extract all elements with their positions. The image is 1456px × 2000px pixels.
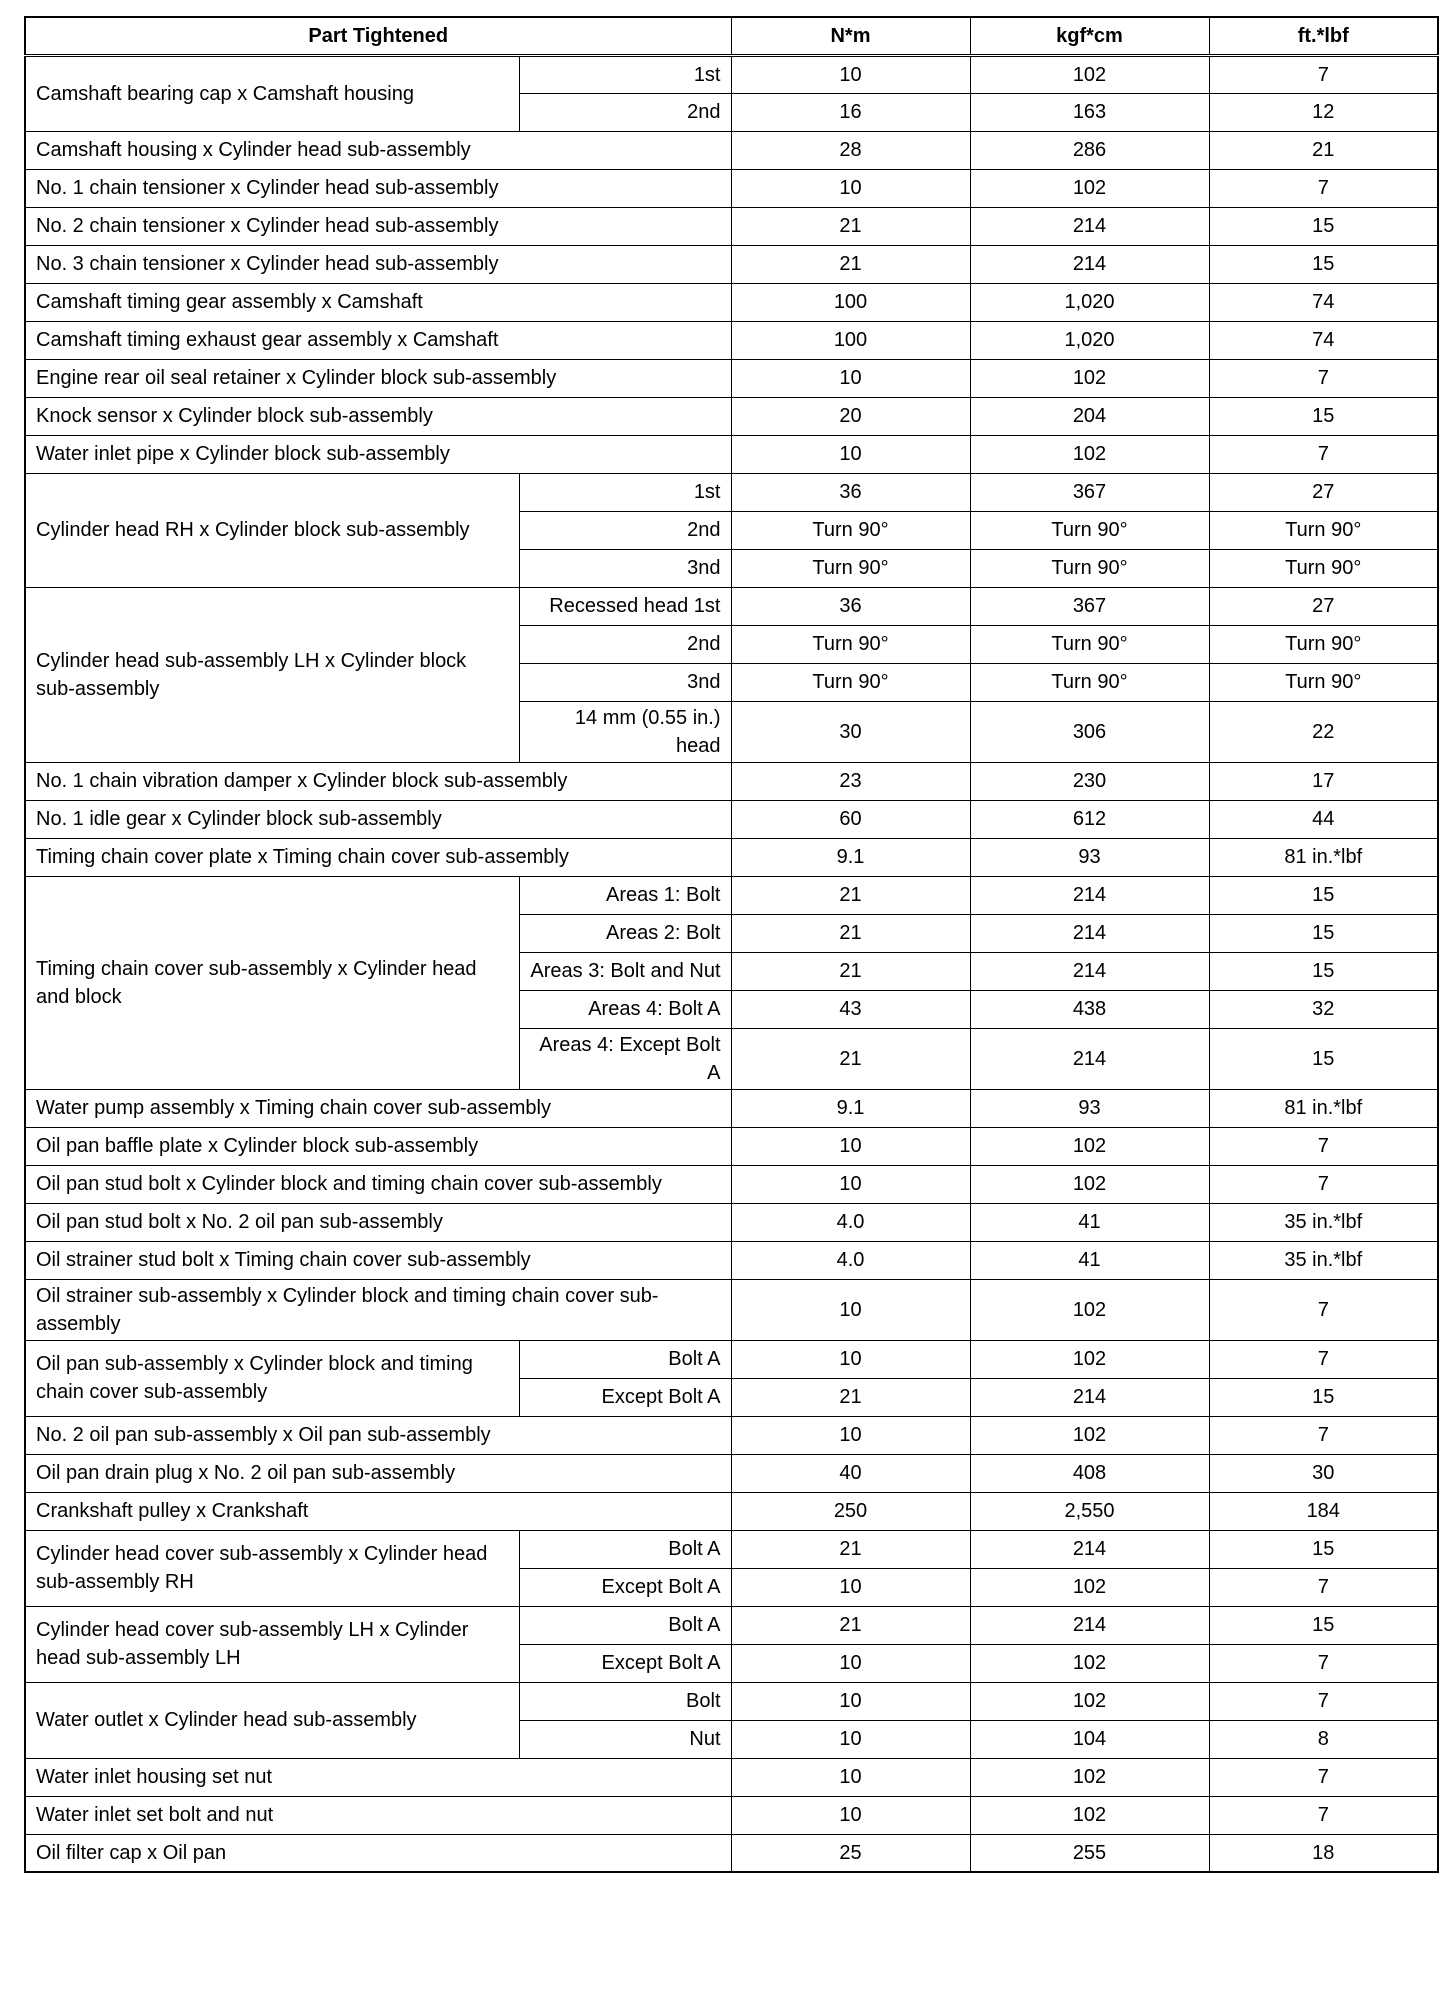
- ftlbf-value-cell: 81 in.*lbf: [1209, 838, 1438, 876]
- kgfcm-value-cell: 214: [970, 1530, 1209, 1568]
- nm-value-cell: Turn 90°: [731, 549, 970, 587]
- nm-value-cell: Turn 90°: [731, 511, 970, 549]
- ftlbf-value-cell: 18: [1209, 1834, 1438, 1872]
- step-cell: Recessed head 1st: [519, 587, 731, 625]
- ftlbf-value-cell: 8: [1209, 1720, 1438, 1758]
- nm-value-cell: 16: [731, 93, 970, 131]
- part-name-cell: No. 2 chain tensioner x Cylinder head sub-assembly: [25, 207, 731, 245]
- ftlbf-value-cell: 15: [1209, 1606, 1438, 1644]
- ftlbf-value-cell: 15: [1209, 245, 1438, 283]
- part-name-cell: Knock sensor x Cylinder block sub-assembly: [25, 397, 731, 435]
- table-row: [25, 1203, 1438, 1241]
- ftlbf-value-cell: 7: [1209, 1340, 1438, 1378]
- kgfcm-value-cell: 367: [970, 473, 1209, 511]
- ftlbf-value-cell: 7: [1209, 1758, 1438, 1796]
- nm-value-cell: 21: [731, 1378, 970, 1416]
- kgfcm-value-cell: 102: [970, 1165, 1209, 1203]
- table-row: [25, 359, 1438, 397]
- ftlbf-value-cell: 7: [1209, 435, 1438, 473]
- ftlbf-value-cell: 32: [1209, 990, 1438, 1028]
- part-name-cell: Cylinder head cover sub-assembly LH x Cylinder head sub-assembly LH: [25, 1606, 519, 1682]
- table-row: [25, 169, 1438, 207]
- part-name-cell: Oil pan drain plug x No. 2 oil pan sub-assembly: [25, 1454, 731, 1492]
- part-name-cell: Water outlet x Cylinder head sub-assembly: [25, 1682, 519, 1758]
- header-nm: N*m: [731, 17, 970, 55]
- kgfcm-value-cell: 102: [970, 1340, 1209, 1378]
- table-row: [25, 1758, 1438, 1796]
- part-name-cell: Crankshaft pulley x Crankshaft: [25, 1492, 731, 1530]
- nm-value-cell: 10: [731, 1720, 970, 1758]
- nm-value-cell: 28: [731, 131, 970, 169]
- kgfcm-value-cell: 163: [970, 93, 1209, 131]
- table-body: [25, 55, 1438, 1872]
- table-row: [25, 1165, 1438, 1203]
- nm-value-cell: 10: [731, 359, 970, 397]
- part-name-cell: Camshaft timing exhaust gear assembly x Camshaft: [25, 321, 731, 359]
- ftlbf-value-cell: 7: [1209, 1279, 1438, 1340]
- step-cell: Bolt A: [519, 1530, 731, 1568]
- step-cell: Bolt: [519, 1682, 731, 1720]
- ftlbf-value-cell: 15: [1209, 914, 1438, 952]
- kgfcm-value-cell: 102: [970, 1682, 1209, 1720]
- kgfcm-value-cell: 102: [970, 1416, 1209, 1454]
- kgfcm-value-cell: Turn 90°: [970, 511, 1209, 549]
- step-cell: Areas 1: Bolt: [519, 876, 731, 914]
- nm-value-cell: 10: [731, 1758, 970, 1796]
- step-cell: Areas 4: Bolt A: [519, 990, 731, 1028]
- step-cell: Bolt A: [519, 1606, 731, 1644]
- kgfcm-value-cell: 255: [970, 1834, 1209, 1872]
- nm-value-cell: 30: [731, 701, 970, 762]
- nm-value-cell: 10: [731, 1568, 970, 1606]
- nm-value-cell: 21: [731, 1530, 970, 1568]
- nm-value-cell: 10: [731, 169, 970, 207]
- step-cell: Bolt A: [519, 1340, 731, 1378]
- step-cell: 2nd: [519, 625, 731, 663]
- ftlbf-value-cell: 15: [1209, 876, 1438, 914]
- nm-value-cell: 40: [731, 1454, 970, 1492]
- ftlbf-value-cell: 81 in.*lbf: [1209, 1089, 1438, 1127]
- nm-value-cell: 10: [731, 1796, 970, 1834]
- ftlbf-value-cell: Turn 90°: [1209, 625, 1438, 663]
- kgfcm-value-cell: 104: [970, 1720, 1209, 1758]
- nm-value-cell: Turn 90°: [731, 663, 970, 701]
- kgfcm-value-cell: 214: [970, 207, 1209, 245]
- nm-value-cell: 10: [731, 1165, 970, 1203]
- kgfcm-value-cell: 230: [970, 762, 1209, 800]
- ftlbf-value-cell: 27: [1209, 473, 1438, 511]
- ftlbf-value-cell: 35 in.*lbf: [1209, 1203, 1438, 1241]
- ftlbf-value-cell: Turn 90°: [1209, 663, 1438, 701]
- step-cell: 14 mm (0.55 in.) head: [519, 701, 731, 762]
- part-name-cell: Engine rear oil seal retainer x Cylinder block sub-assembly: [25, 359, 731, 397]
- nm-value-cell: 43: [731, 990, 970, 1028]
- ftlbf-value-cell: 7: [1209, 1568, 1438, 1606]
- nm-value-cell: 10: [731, 55, 970, 93]
- header-kgfcm: kgf*cm: [970, 17, 1209, 55]
- kgfcm-value-cell: Turn 90°: [970, 663, 1209, 701]
- step-cell: Areas 3: Bolt and Nut: [519, 952, 731, 990]
- table-row: [25, 1279, 1438, 1340]
- kgfcm-value-cell: 102: [970, 359, 1209, 397]
- step-cell: 1st: [519, 473, 731, 511]
- table-row: [25, 1127, 1438, 1165]
- nm-value-cell: 21: [731, 207, 970, 245]
- nm-value-cell: 9.1: [731, 1089, 970, 1127]
- part-name-cell: Water inlet pipe x Cylinder block sub-assembly: [25, 435, 731, 473]
- ftlbf-value-cell: 7: [1209, 1127, 1438, 1165]
- ftlbf-value-cell: 30: [1209, 1454, 1438, 1492]
- nm-value-cell: 9.1: [731, 838, 970, 876]
- kgfcm-value-cell: 214: [970, 1378, 1209, 1416]
- nm-value-cell: 10: [731, 1340, 970, 1378]
- step-cell: Except Bolt A: [519, 1378, 731, 1416]
- step-cell: 3nd: [519, 663, 731, 701]
- table-row: [25, 587, 1438, 625]
- nm-value-cell: 25: [731, 1834, 970, 1872]
- nm-value-cell: 10: [731, 435, 970, 473]
- nm-value-cell: 100: [731, 283, 970, 321]
- ftlbf-value-cell: Turn 90°: [1209, 549, 1438, 587]
- table-row: [25, 1340, 1438, 1378]
- table-row: [25, 876, 1438, 914]
- kgfcm-value-cell: 286: [970, 131, 1209, 169]
- kgfcm-value-cell: 612: [970, 800, 1209, 838]
- kgfcm-value-cell: 102: [970, 435, 1209, 473]
- nm-value-cell: Turn 90°: [731, 625, 970, 663]
- nm-value-cell: 10: [731, 1127, 970, 1165]
- part-name-cell: Camshaft timing gear assembly x Camshaft: [25, 283, 731, 321]
- kgfcm-value-cell: 102: [970, 1568, 1209, 1606]
- nm-value-cell: 60: [731, 800, 970, 838]
- ftlbf-value-cell: 7: [1209, 359, 1438, 397]
- nm-value-cell: 21: [731, 952, 970, 990]
- nm-value-cell: 10: [731, 1644, 970, 1682]
- ftlbf-value-cell: Turn 90°: [1209, 511, 1438, 549]
- part-name-cell: Cylinder head RH x Cylinder block sub-assembly: [25, 473, 519, 587]
- nm-value-cell: 10: [731, 1416, 970, 1454]
- table-row: [25, 1241, 1438, 1279]
- part-name-cell: No. 1 chain vibration damper x Cylinder block sub-assembly: [25, 762, 731, 800]
- ftlbf-value-cell: 7: [1209, 169, 1438, 207]
- part-name-cell: No. 1 idle gear x Cylinder block sub-assembly: [25, 800, 731, 838]
- table-row: [25, 55, 1438, 93]
- kgfcm-value-cell: 41: [970, 1241, 1209, 1279]
- part-name-cell: Oil strainer sub-assembly x Cylinder block and timing chain cover sub-assembly: [25, 1279, 731, 1340]
- table-row: [25, 800, 1438, 838]
- table-row: [25, 1530, 1438, 1568]
- ftlbf-value-cell: 7: [1209, 55, 1438, 93]
- ftlbf-value-cell: 7: [1209, 1165, 1438, 1203]
- ftlbf-value-cell: 15: [1209, 397, 1438, 435]
- kgfcm-value-cell: 214: [970, 1028, 1209, 1089]
- ftlbf-value-cell: 17: [1209, 762, 1438, 800]
- nm-value-cell: 10: [731, 1682, 970, 1720]
- kgfcm-value-cell: 408: [970, 1454, 1209, 1492]
- ftlbf-value-cell: 15: [1209, 207, 1438, 245]
- part-name-cell: Camshaft bearing cap x Camshaft housing: [25, 55, 519, 131]
- ftlbf-value-cell: 74: [1209, 283, 1438, 321]
- ftlbf-value-cell: 15: [1209, 1530, 1438, 1568]
- ftlbf-value-cell: 35 in.*lbf: [1209, 1241, 1438, 1279]
- part-name-cell: Timing chain cover sub-assembly x Cylinder head and block: [25, 876, 519, 1089]
- kgfcm-value-cell: 1,020: [970, 321, 1209, 359]
- part-name-cell: No. 2 oil pan sub-assembly x Oil pan sub-assembly: [25, 1416, 731, 1454]
- part-name-cell: No. 1 chain tensioner x Cylinder head sub-assembly: [25, 169, 731, 207]
- ftlbf-value-cell: 7: [1209, 1644, 1438, 1682]
- ftlbf-value-cell: 15: [1209, 1378, 1438, 1416]
- table-row: [25, 283, 1438, 321]
- step-cell: 2nd: [519, 93, 731, 131]
- table-row: [25, 1454, 1438, 1492]
- nm-value-cell: 4.0: [731, 1241, 970, 1279]
- kgfcm-value-cell: 102: [970, 1796, 1209, 1834]
- step-cell: Areas 4: Except Bolt A: [519, 1028, 731, 1089]
- part-name-cell: Water inlet housing set nut: [25, 1758, 731, 1796]
- nm-value-cell: 36: [731, 587, 970, 625]
- torque-spec-table: [24, 16, 1439, 1873]
- ftlbf-value-cell: 44: [1209, 800, 1438, 838]
- ftlbf-value-cell: 27: [1209, 587, 1438, 625]
- kgfcm-value-cell: 1,020: [970, 283, 1209, 321]
- kgfcm-value-cell: 93: [970, 838, 1209, 876]
- part-name-cell: Cylinder head sub-assembly LH x Cylinder block sub-assembly: [25, 587, 519, 762]
- part-name-cell: Oil filter cap x Oil pan: [25, 1834, 731, 1872]
- step-cell: 1st: [519, 55, 731, 93]
- table-row: [25, 1606, 1438, 1644]
- table-row: [25, 397, 1438, 435]
- nm-value-cell: 100: [731, 321, 970, 359]
- kgfcm-value-cell: 93: [970, 1089, 1209, 1127]
- ftlbf-value-cell: 15: [1209, 1028, 1438, 1089]
- table-row: [25, 1416, 1438, 1454]
- kgfcm-value-cell: 102: [970, 1644, 1209, 1682]
- kgfcm-value-cell: 214: [970, 952, 1209, 990]
- header-part-tightened: Part Tightened: [25, 17, 731, 55]
- step-cell: Except Bolt A: [519, 1568, 731, 1606]
- kgfcm-value-cell: 214: [970, 876, 1209, 914]
- table-row: [25, 762, 1438, 800]
- kgfcm-value-cell: 214: [970, 1606, 1209, 1644]
- table-row: [25, 131, 1438, 169]
- ftlbf-value-cell: 7: [1209, 1796, 1438, 1834]
- table-row: [25, 1796, 1438, 1834]
- kgfcm-value-cell: Turn 90°: [970, 549, 1209, 587]
- part-name-cell: Water pump assembly x Timing chain cover sub-assembly: [25, 1089, 731, 1127]
- ftlbf-value-cell: 7: [1209, 1682, 1438, 1720]
- kgfcm-value-cell: 102: [970, 169, 1209, 207]
- kgfcm-value-cell: 41: [970, 1203, 1209, 1241]
- nm-value-cell: 250: [731, 1492, 970, 1530]
- kgfcm-value-cell: 214: [970, 914, 1209, 952]
- nm-value-cell: 4.0: [731, 1203, 970, 1241]
- part-name-cell: Oil pan baffle plate x Cylinder block sub-assembly: [25, 1127, 731, 1165]
- kgfcm-value-cell: 102: [970, 1758, 1209, 1796]
- part-name-cell: Oil pan stud bolt x No. 2 oil pan sub-assembly: [25, 1203, 731, 1241]
- part-name-cell: Timing chain cover plate x Timing chain cover sub-assembly: [25, 838, 731, 876]
- nm-value-cell: 20: [731, 397, 970, 435]
- part-name-cell: Camshaft housing x Cylinder head sub-assembly: [25, 131, 731, 169]
- ftlbf-value-cell: 7: [1209, 1416, 1438, 1454]
- header-ftlbf: ft.*lbf: [1209, 17, 1438, 55]
- table-row: [25, 1089, 1438, 1127]
- step-cell: Nut: [519, 1720, 731, 1758]
- kgfcm-value-cell: 214: [970, 245, 1209, 283]
- nm-value-cell: 21: [731, 876, 970, 914]
- part-name-cell: Oil pan stud bolt x Cylinder block and timing chain cover sub-assembly: [25, 1165, 731, 1203]
- kgfcm-value-cell: 367: [970, 587, 1209, 625]
- kgfcm-value-cell: 438: [970, 990, 1209, 1028]
- step-cell: Except Bolt A: [519, 1644, 731, 1682]
- nm-value-cell: 23: [731, 762, 970, 800]
- nm-value-cell: 10: [731, 1279, 970, 1340]
- step-cell: 2nd: [519, 511, 731, 549]
- kgfcm-value-cell: 204: [970, 397, 1209, 435]
- table-row: [25, 321, 1438, 359]
- table-row: [25, 838, 1438, 876]
- kgfcm-value-cell: 306: [970, 701, 1209, 762]
- ftlbf-value-cell: 15: [1209, 952, 1438, 990]
- ftlbf-value-cell: 12: [1209, 93, 1438, 131]
- kgfcm-value-cell: 2,550: [970, 1492, 1209, 1530]
- table-row: [25, 245, 1438, 283]
- nm-value-cell: 21: [731, 245, 970, 283]
- table-row: [25, 473, 1438, 511]
- ftlbf-value-cell: 74: [1209, 321, 1438, 359]
- part-name-cell: Water inlet set bolt and nut: [25, 1796, 731, 1834]
- part-name-cell: Cylinder head cover sub-assembly x Cylinder head sub-assembly RH: [25, 1530, 519, 1606]
- nm-value-cell: 21: [731, 914, 970, 952]
- part-name-cell: Oil pan sub-assembly x Cylinder block and timing chain cover sub-assembly: [25, 1340, 519, 1416]
- table-row: [25, 207, 1438, 245]
- kgfcm-value-cell: 102: [970, 1127, 1209, 1165]
- table-row: [25, 435, 1438, 473]
- nm-value-cell: 21: [731, 1028, 970, 1089]
- kgfcm-value-cell: 102: [970, 1279, 1209, 1340]
- kgfcm-value-cell: 102: [970, 55, 1209, 93]
- kgfcm-value-cell: Turn 90°: [970, 625, 1209, 663]
- nm-value-cell: 21: [731, 1606, 970, 1644]
- nm-value-cell: 36: [731, 473, 970, 511]
- ftlbf-value-cell: 22: [1209, 701, 1438, 762]
- table-row: [25, 1682, 1438, 1720]
- ftlbf-value-cell: 21: [1209, 131, 1438, 169]
- header-row: [25, 17, 1438, 55]
- ftlbf-value-cell: 184: [1209, 1492, 1438, 1530]
- part-name-cell: No. 3 chain tensioner x Cylinder head sub-assembly: [25, 245, 731, 283]
- step-cell: 3nd: [519, 549, 731, 587]
- step-cell: Areas 2: Bolt: [519, 914, 731, 952]
- table-row: [25, 1492, 1438, 1530]
- table-row: [25, 1834, 1438, 1872]
- part-name-cell: Oil strainer stud bolt x Timing chain cover sub-assembly: [25, 1241, 731, 1279]
